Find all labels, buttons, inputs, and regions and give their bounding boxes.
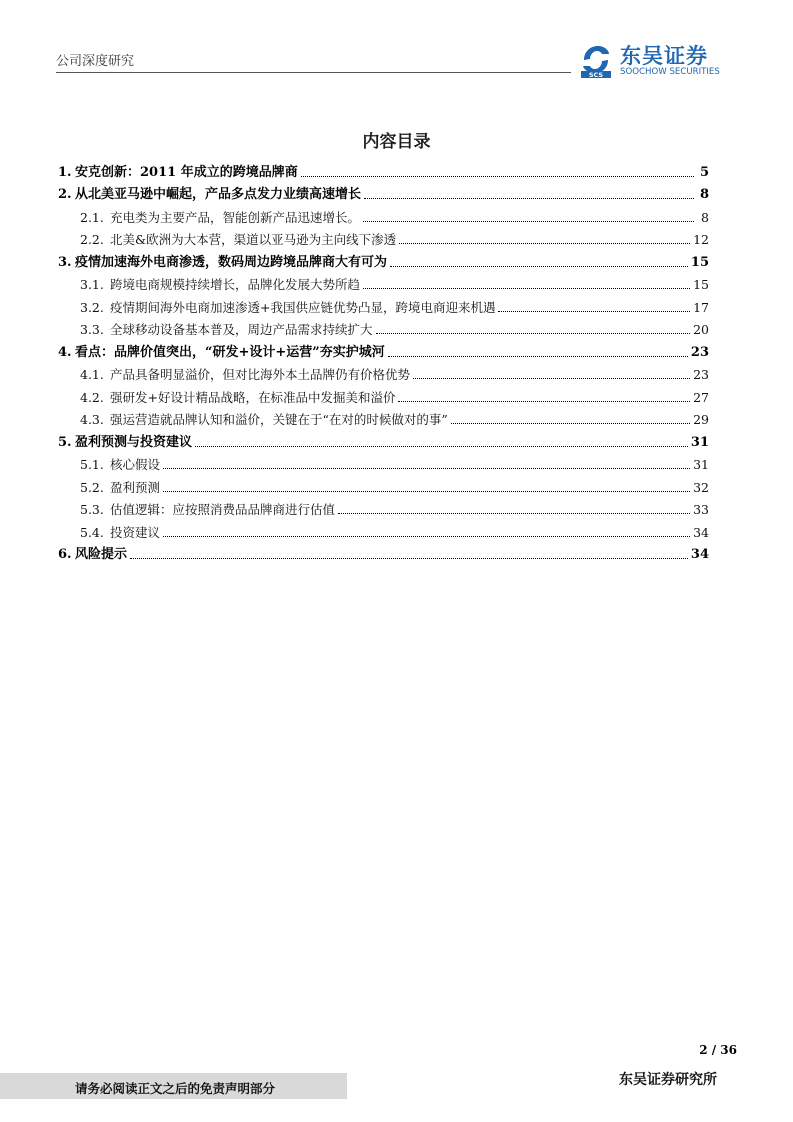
toc-dot-leader (363, 221, 694, 222)
toc-entry-number: 5.2. (80, 479, 104, 495)
toc-dot-leader (195, 446, 688, 447)
toc-entry-number: 4. (58, 344, 72, 360)
toc-entry-number: 2.2. (80, 232, 104, 247)
toc-dot-leader (338, 513, 690, 514)
toc-entry-page: 23 (690, 344, 709, 360)
toc-entry-title: 强研发+好设计精品战略，在标准品中发掘美和溢价 (110, 389, 396, 405)
toc-dot-leader (163, 536, 690, 537)
toc-entry-title: 跨境电商规模持续增长，品牌化发展大势所趋 (110, 277, 361, 292)
toc-entry[interactable] (58, 316, 709, 339)
toc-entry-number: 5.1. (80, 457, 104, 472)
toc-dot-leader (399, 243, 690, 244)
footer-institute: 东吴证券研究所 (619, 1072, 717, 1088)
toc-entry-title: 从北美亚马逊中崛起，产品多点发力业绩高速增长 (75, 187, 362, 202)
toc-title: 内容目录 (362, 132, 431, 152)
logo-english-name: SOOCHOW SECURITIES (620, 67, 720, 77)
toc-entry-number: 2.1. (80, 209, 104, 225)
toc-entry-page: 34 (693, 524, 709, 540)
toc-entry-page: 27 (693, 389, 709, 405)
toc-entry-title: 充电类为主要产品，智能创新产品迅速增长。 (110, 209, 361, 225)
toc-entry-number: 4.1. (80, 367, 104, 382)
toc-entry-number: 5. (58, 434, 72, 450)
toc-entry-title: 盈利预测 (110, 479, 161, 495)
toc-entry-page: 34 (690, 547, 709, 562)
toc-dot-leader (163, 468, 690, 469)
toc-entry[interactable] (58, 473, 709, 496)
toc-entry-title: 风险提示 (75, 547, 128, 562)
toc-entry-page: 15 (690, 254, 709, 270)
toc-entry-number: 3.3. (80, 322, 104, 337)
toc-entry-number: 1. (58, 164, 72, 180)
toc-entry-number: 3. (58, 254, 72, 270)
toc-entry[interactable] (58, 203, 709, 226)
header-divider (56, 72, 571, 73)
toc-entry[interactable] (58, 518, 709, 541)
toc-entry[interactable] (58, 406, 709, 429)
toc-entry-title: 疫情加速海外电商渗透，数码周边跨境品牌商大有可为 (75, 254, 388, 270)
toc-entry[interactable] (58, 158, 709, 181)
company-logo (578, 40, 738, 80)
toc-entry-number: 3.2. (80, 299, 104, 315)
toc-entry-page: 29 (693, 412, 709, 427)
toc-entry-number: 4.2. (80, 389, 104, 405)
toc-entry[interactable] (58, 451, 709, 474)
toc-entry-title: 产品具备明显溢价，但对比海外本土品牌仍有价格优势 (110, 367, 411, 382)
toc-entry[interactable] (58, 361, 709, 384)
toc-entry-title: 全球移动设备基本普及，周边产品需求持续扩大 (110, 322, 373, 337)
toc-entry-title: 疫情期间海外电商加速渗透+我国供应链优势凸显，跨境电商迎来机遇 (110, 299, 496, 315)
toc-entry-page: 12 (693, 232, 709, 247)
toc-dot-leader (363, 288, 690, 289)
toc-entry-number: 5.4. (80, 524, 104, 540)
toc-dot-leader (451, 423, 690, 424)
toc-entry-title: 投资建议 (110, 524, 161, 540)
toc-entry-number: 6. (58, 547, 72, 562)
logo-mark-text: SCS (588, 71, 604, 78)
toc-entry-page: 15 (693, 277, 709, 292)
report-type-label: 公司深度研究 (56, 54, 135, 69)
toc-entry[interactable] (58, 383, 709, 406)
toc-entry-title: 核心假设 (110, 457, 161, 472)
toc-entry-number: 4.3. (80, 412, 104, 427)
toc-entry-number: 3.1. (80, 277, 104, 292)
footer-disclaimer: 请务必阅读正文之后的免责声明部分 (75, 1081, 276, 1096)
toc-entry-page: 17 (693, 299, 709, 315)
toc-entry-title: 估值逻辑：应按照消费品品牌商进行估值 (110, 502, 336, 517)
page-number: 2 / 36 (699, 1043, 737, 1057)
toc-entry-page: 5 (699, 164, 709, 180)
toc-dot-leader (390, 266, 688, 267)
toc-dot-leader (301, 176, 694, 177)
toc-entry-title: 强运营造就品牌认知和溢价，关键在于“在对的时候做对的事” (110, 412, 448, 427)
table-of-contents (58, 158, 709, 563)
toc-entry[interactable] (58, 496, 709, 519)
toc-dot-leader (364, 198, 694, 199)
toc-entry-page: 31 (693, 457, 709, 472)
toc-entry-page: 20 (693, 322, 709, 337)
toc-entry-page: 8 (701, 209, 709, 225)
toc-entry-page: 32 (693, 479, 709, 495)
toc-entry[interactable] (58, 271, 709, 294)
toc-entry-page: 23 (693, 367, 709, 382)
toc-entry[interactable] (58, 181, 709, 204)
toc-entry[interactable] (58, 338, 709, 361)
toc-dot-leader (163, 491, 690, 492)
toc-entry-title: 盈利预测与投资建议 (75, 434, 193, 450)
logo-chinese-name: 东吴证券 (620, 44, 708, 68)
toc-dot-leader (398, 401, 690, 402)
toc-entry[interactable] (58, 541, 709, 564)
toc-entry-number: 2. (58, 187, 72, 202)
toc-entry[interactable] (58, 226, 709, 249)
toc-entry-page: 31 (690, 434, 709, 450)
toc-entry-title: 安克创新：2011 年成立的跨境品牌商 (75, 164, 298, 180)
toc-entry-title: 北美&欧洲为大本营，渠道以亚马逊为主向线下渗透 (110, 232, 397, 247)
toc-entry[interactable] (58, 293, 709, 316)
toc-dot-leader (413, 378, 690, 379)
toc-entry-page: 33 (693, 502, 709, 517)
scs-logo-icon (578, 42, 614, 78)
toc-dot-leader (376, 333, 691, 334)
toc-dot-leader (388, 356, 688, 357)
toc-dot-leader (130, 558, 688, 559)
toc-entry-title: 看点：品牌价值突出，“研发+设计+运营”夯实护城河 (75, 344, 385, 360)
toc-entry-page: 8 (699, 187, 709, 202)
toc-entry-number: 5.3. (80, 502, 104, 517)
toc-dot-leader (498, 311, 690, 312)
toc-entry[interactable] (58, 428, 709, 451)
toc-entry[interactable] (58, 248, 709, 271)
